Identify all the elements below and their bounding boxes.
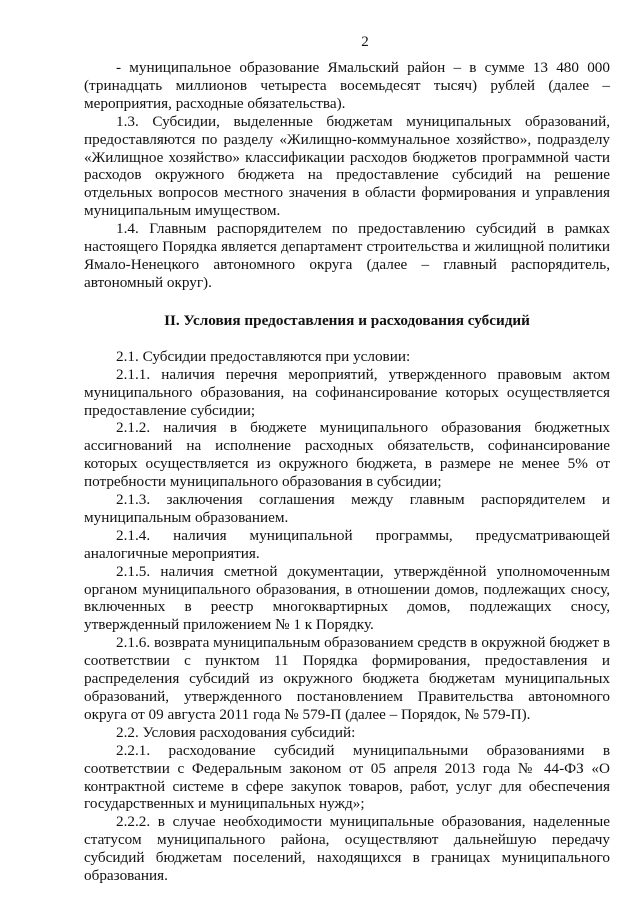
paragraph-1-3: 1.3. Субсидии, выделенные бюджетам муниципальных образований, предоставляются по разделу «Жилищно-коммунальное хозяйство», подразделу «Жилищное хозяйство» классификации расходов бюджетов программной части расходов окружного бюджета на предоставление субсидий на решение отдельных вопросов местного значения в области формирования и управления муниципальным имуществом. (84, 112, 610, 220)
paragraph-2-1-2: 2.1.2. наличия в бюджете муниципального образования бюджетных ассигнований на исполнение расходных обязательств, софинансирование которых осуществляется из окружного бюджета, в размере не менее 5% от потребности муниципального образования в субсидии; (84, 419, 610, 491)
paragraph-2-2-1: 2.2.1. расходование субсидий муниципальными образованиями в соответствии с Федеральным законом от 05 апреля 2013 года № 44-ФЗ «О контрактной системе в сфере закупок товаров, работ, услуг для обеспечения государственных и муниципальных нужд»; (84, 741, 610, 813)
paragraph-2-1: 2.1. Субсидии предоставляются при условии: (116, 347, 411, 365)
paragraph-2-1-4: 2.1.4. наличия муниципальной программы, предусматривающей аналогичные мероприятия. (84, 526, 610, 562)
paragraph-2-2-2: 2.2.2. в случае необходимости муниципальные образования, наделенные статусом муниципального района, осуществляют дальнейшую передачу субсидий бюджетам поселений, находящихся в границах муниципального образования. (84, 813, 610, 885)
paragraph-2-1-3: 2.1.3. заключения соглашения между главным распорядителем и муниципальным образованием. (84, 491, 610, 526)
page-number: 2 (361, 34, 369, 50)
paragraph-1-4: 1.4. Главным распорядителем по предоставлению субсидий в рамках настоящего Порядка является департамент строительства и жилищной политики Ямало-Ненецкого автономного округа (далее – главный распорядитель, автономный округ). (84, 220, 610, 291)
paragraph-2-1-1: 2.1.1. наличия перечня мероприятий, утвержденного правовым актом муниципального образования, на софинансирование которых осуществляется предоставление субсидии; (84, 365, 610, 419)
paragraph-2-1-5: 2.1.5. наличия сметной документации, утверждённой уполномоченным органом муниципального образования, в отношении домов, подлежащих сносу, включенных в реестр многоквартирных домов, подлежащих сносу, утвержденный приложением № 1 к Порядку. (84, 562, 610, 634)
paragraph-2-2: 2.2. Условия расходования субсидий: (116, 723, 356, 741)
paragraph-2-1-6: 2.1.6. возврата муниципальным образованием средств в окружной бюджет в соответствии с пунктом 11 Порядка формирования, предоставления и распределения субсидий из окружного бюджета бюджетам муниципальных образований, утвержденного постановлением Правительства автономного округа от 09 августа 2011 года № 579-П (далее – Порядок, № 579-П). (84, 634, 610, 723)
section-heading: II. Условия предоставления и расходования субсидий (164, 311, 530, 329)
paragraph-municipality-amount: - муниципальное образование Ямальский район – в сумме 13 480 000 (тринадцать миллионов четыреста восемьдесят тысяч) рублей (далее – мероприятия, расходные обязательства). (84, 59, 610, 112)
